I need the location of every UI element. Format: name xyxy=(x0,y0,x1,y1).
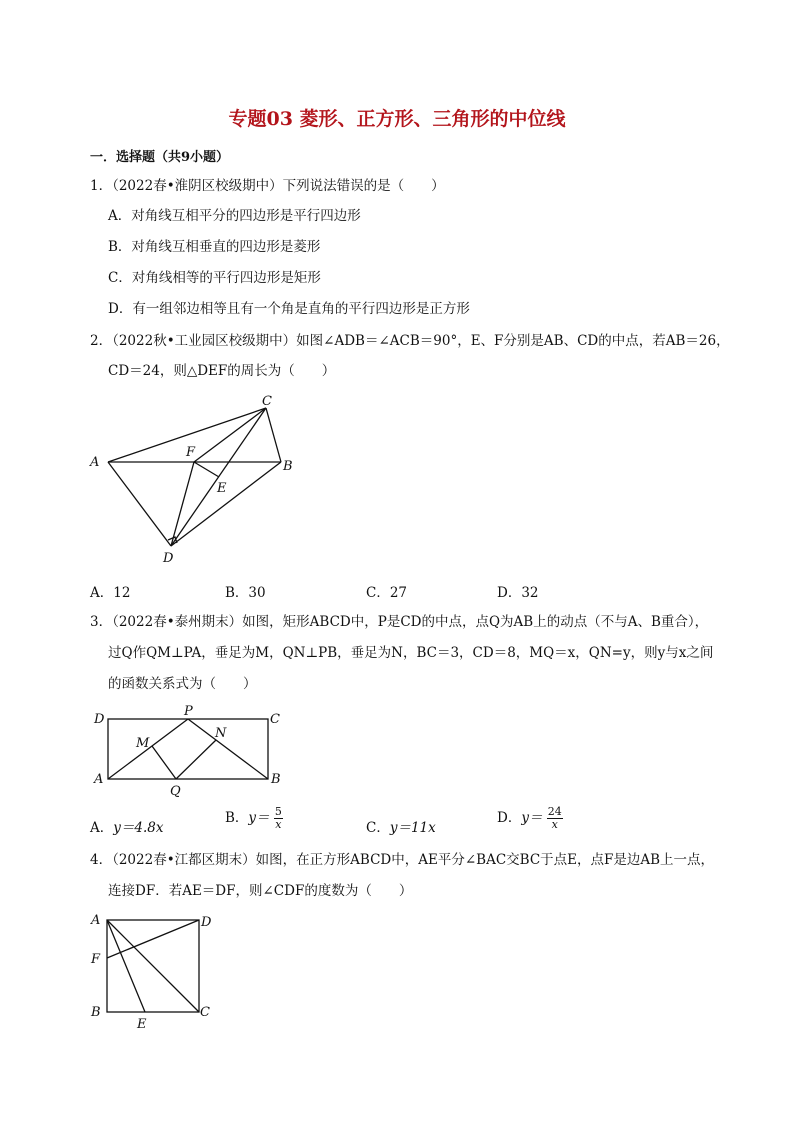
q4-label-b: B xyxy=(91,1005,101,1020)
q3-segment-pb xyxy=(188,719,268,779)
q4-diagonal-ac xyxy=(107,920,199,1012)
q2-label-f: F xyxy=(186,445,196,460)
q3-option-c: C．y＝11x xyxy=(366,820,436,836)
q3-label-c: C xyxy=(270,712,280,727)
q2-label-b: B xyxy=(283,459,293,474)
q3-stem-line2: 过Q作QM⊥PA，垂足为M，QN⊥PB，垂足为N，BC＝3，CD＝8，MQ＝x，QN=y，则y与x之间 xyxy=(108,645,714,661)
q3-option-d: D．y＝ $\frac{24}{x}$ xyxy=(497,805,562,831)
q3-option-b-fraction: $\frac{5}{x}$ xyxy=(274,805,282,831)
q1-option-b: B．对角线互相垂直的四边形是菱形 xyxy=(108,239,321,255)
q2-stem-line2: CD＝24，则△DEF的周长为（ ） xyxy=(108,363,336,379)
q2-label-d: D xyxy=(163,551,174,566)
q4-label-e: E xyxy=(137,1017,147,1031)
q3-label-b: B xyxy=(271,772,281,787)
q1-option-c: C．对角线相等的平行四边形是矩形 xyxy=(108,270,321,286)
q2-stem-line1: 2．（2022秋•工业园区校级期中）如图∠ADB＝∠ACB＝90°，E、F分别是AB、CD的中点，若AB＝26， xyxy=(90,333,730,349)
q2-label-e: E xyxy=(217,481,227,496)
q3-label-p: P xyxy=(184,704,193,719)
page-title: 专题03 菱形、正方形、三角形的中位线 xyxy=(228,108,566,130)
q4-segment-ae xyxy=(107,920,145,1012)
q3-label-m: M xyxy=(136,736,150,751)
q4-stem-line1: 4．（2022春•江都区期末）如图，在正方形ABCD中，AE平分∠BAC交BC于点E，点F是边AB上一点， xyxy=(90,852,715,868)
q1-option-d: D．有一组邻边相等且有一个角是直角的平行四边形是正方形 xyxy=(108,301,470,317)
q2-segment-fe xyxy=(194,462,219,477)
q4-label-a: A xyxy=(91,913,101,928)
q3-label-a: A xyxy=(94,772,104,787)
q3-rectangle xyxy=(108,719,268,779)
q2-segment-fd xyxy=(171,462,194,546)
q3-label-q: Q xyxy=(170,784,181,798)
q2-option-a: A．12 xyxy=(90,585,131,601)
q1-option-a: A．对角线互相平分的四边形是平行四边形 xyxy=(108,208,361,224)
q4-figure xyxy=(85,906,225,1031)
q3-option-b: B．y＝ $\frac{5}{x}$ xyxy=(225,805,282,831)
q3-stem-line3: 的函数关系式为（ ） xyxy=(108,676,257,692)
q3-segment-qn xyxy=(176,740,216,779)
q2-segment-db xyxy=(171,462,281,546)
q2-option-b: B．30 xyxy=(225,585,266,601)
q2-label-c: C xyxy=(262,394,272,409)
q2-segment-ad xyxy=(108,462,171,546)
q4-label-d: D xyxy=(201,915,212,930)
section-heading: 一．选择题（共9小题） xyxy=(90,150,230,165)
q3-option-d-fraction: $\frac{24}{x}$ xyxy=(547,805,562,831)
q3-label-d: D xyxy=(94,712,105,727)
q4-label-c: C xyxy=(200,1005,210,1020)
q3-segment-qm xyxy=(152,746,176,779)
q2-label-a: A xyxy=(90,455,100,470)
q3-label-n: N xyxy=(215,726,227,741)
q2-option-d: D．32 xyxy=(497,585,539,601)
q2-segment-cb xyxy=(266,408,281,462)
q1-stem: 1．（2022春•淮阴区校级期中）下列说法错误的是（ ） xyxy=(90,178,445,194)
q3-option-a: A．y＝4.8x xyxy=(90,820,164,836)
q2-figure xyxy=(80,390,320,570)
q4-label-f: F xyxy=(91,952,101,967)
q2-segment-fc xyxy=(194,408,266,462)
q3-stem-line1: 3．（2022春•泰州期末）如图，矩形ABCD中，P是CD的中点，点Q为AB上的动点（不与A、B重合）， xyxy=(90,614,709,630)
q3-figure xyxy=(88,703,298,798)
q2-option-c: C．27 xyxy=(366,585,408,601)
q4-segment-df xyxy=(107,920,199,958)
q4-stem-line2: 连接DF．若AE＝DF，则∠CDF的度数为（ ） xyxy=(108,883,413,899)
